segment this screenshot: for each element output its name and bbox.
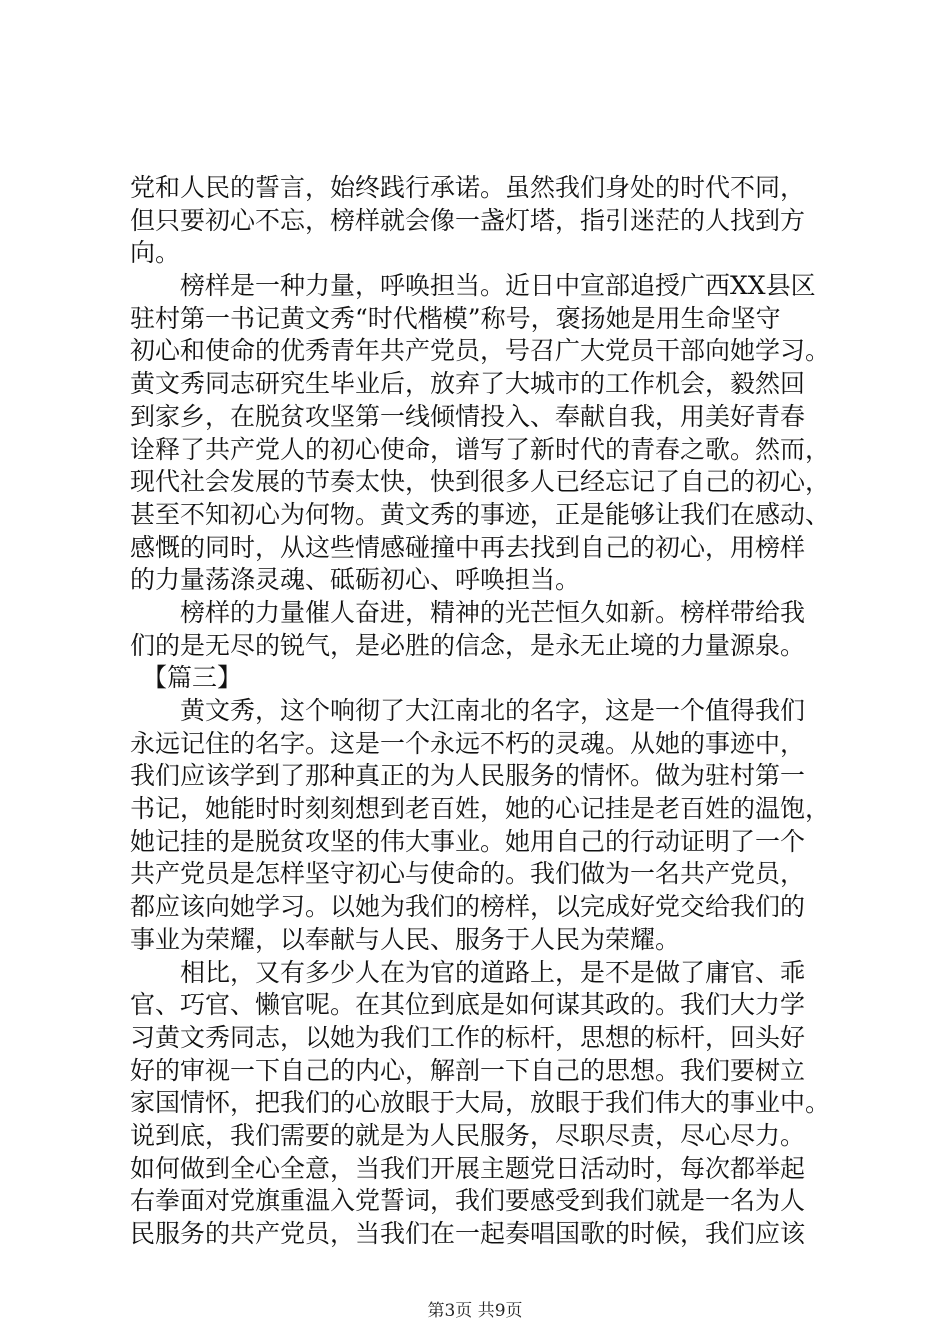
text-line: 都应该向她学习。以她为我们的榜样，以完成好党交给我们的 [130, 892, 806, 922]
text-line: 如何做到全心全意，当我们开展主题党日活动时，每次都举起 [130, 1153, 806, 1183]
text-line: 榜样的力量催人奋进，精神的光芒恒久如新。榜样带给我 [180, 597, 806, 627]
text-line: 事业为荣耀，以奉献与人民、服务于人民为荣耀。 [130, 924, 681, 954]
text-line: 榜样是一种力量，呼唤担当。近日中宣部追授广西XX县区 [180, 271, 816, 301]
text-line: 向。 [130, 238, 181, 268]
text-line: 书记，她能时时刻刻想到老百姓，她的心记挂是老百姓的温饱， [130, 794, 831, 824]
text-line: 诠释了共产党人的初心使命，谱写了新时代的青春之歌。然而， [130, 434, 831, 464]
text-line: 但只要初心不忘，榜样就会像一盏灯塔，指引迷茫的人找到方 [130, 205, 806, 235]
text-line: 右拳面对党旗重温入党誓词，我们要感受到我们就是一名为人 [130, 1186, 806, 1216]
text-line: 黄文秀同志研究生毕业后，放弃了大城市的工作机会，毅然回 [130, 369, 806, 399]
text-line: 民服务的共产党员，当我们在一起奏唱国歌的时候，我们应该 [130, 1219, 806, 1248]
text-line: 到家乡，在脱贫攻坚第一线倾情投入、奉献自我，用美好青春 [130, 401, 806, 431]
text-line: 说到底，我们需要的就是为人民服务，尽职尽责，尽心尽力。 [130, 1120, 806, 1150]
section-heading: 【篇三】 [142, 663, 243, 693]
text-line: 甚至不知初心为何物。黄文秀的事迹，正是能够让我们在感动、 [130, 499, 831, 529]
text-line: 家国情怀，把我们的心放眼于大局，放眼于我们伟大的事业中。 [130, 1088, 831, 1118]
text-line: 官、巧官、懒官呢。在其位到底是如何谋其政的。我们大力学 [130, 990, 806, 1020]
text-line: 初心和使命的优秀青年共产党员，号召广大党员干部向她学习。 [130, 336, 831, 366]
text-line: 党和人民的誓言，始终践行承诺。虽然我们身处的时代不同， [130, 173, 806, 202]
text-line: 她记挂的是脱贫攻坚的伟大事业。她用自己的行动证明了一个 [130, 826, 806, 856]
text-line: 我们应该学到了那种真正的为人民服务的情怀。做为驻村第一 [130, 761, 806, 791]
text-line: 驻村第一书记黄文秀“时代楷模”称号，褒扬她是用生命坚守 [130, 303, 781, 333]
page-footer: 第3页 共9页 [427, 1301, 523, 1321]
text-line: 相比，又有多少人在为官的道路上，是不是做了庸官、乖 [180, 957, 806, 987]
text-line: 们的是无尽的锐气，是必胜的信念，是永无止境的力量源泉。 [130, 630, 806, 660]
text-line: 共产党员是怎样坚守初心与使命的。我们做为一名共产党员， [130, 859, 806, 889]
text-line: 习黄文秀同志，以她为我们工作的标杆，思想的标杆，回头好 [130, 1022, 806, 1052]
text-line: 好的审视一下自己的内心，解剖一下自己的思想。我们要树立 [130, 1055, 806, 1085]
text-line: 永远记住的名字。这是一个永远不朽的灵魂。从她的事迹中， [130, 728, 806, 758]
text-line: 黄文秀，这个响彻了大江南北的名字，这是一个值得我们 [180, 696, 806, 725]
document-body [130, 172, 860, 1251]
text-line: 感慨的同时，从这些情感碰撞中再去找到自己的初心，用榜样 [130, 532, 806, 562]
text-line: 现代社会发展的节奏太快，快到很多人已经忘记了自己的初心， [130, 467, 831, 497]
text-line: 的力量荡涤灵魂、砥砺初心、呼唤担当。 [130, 565, 581, 595]
